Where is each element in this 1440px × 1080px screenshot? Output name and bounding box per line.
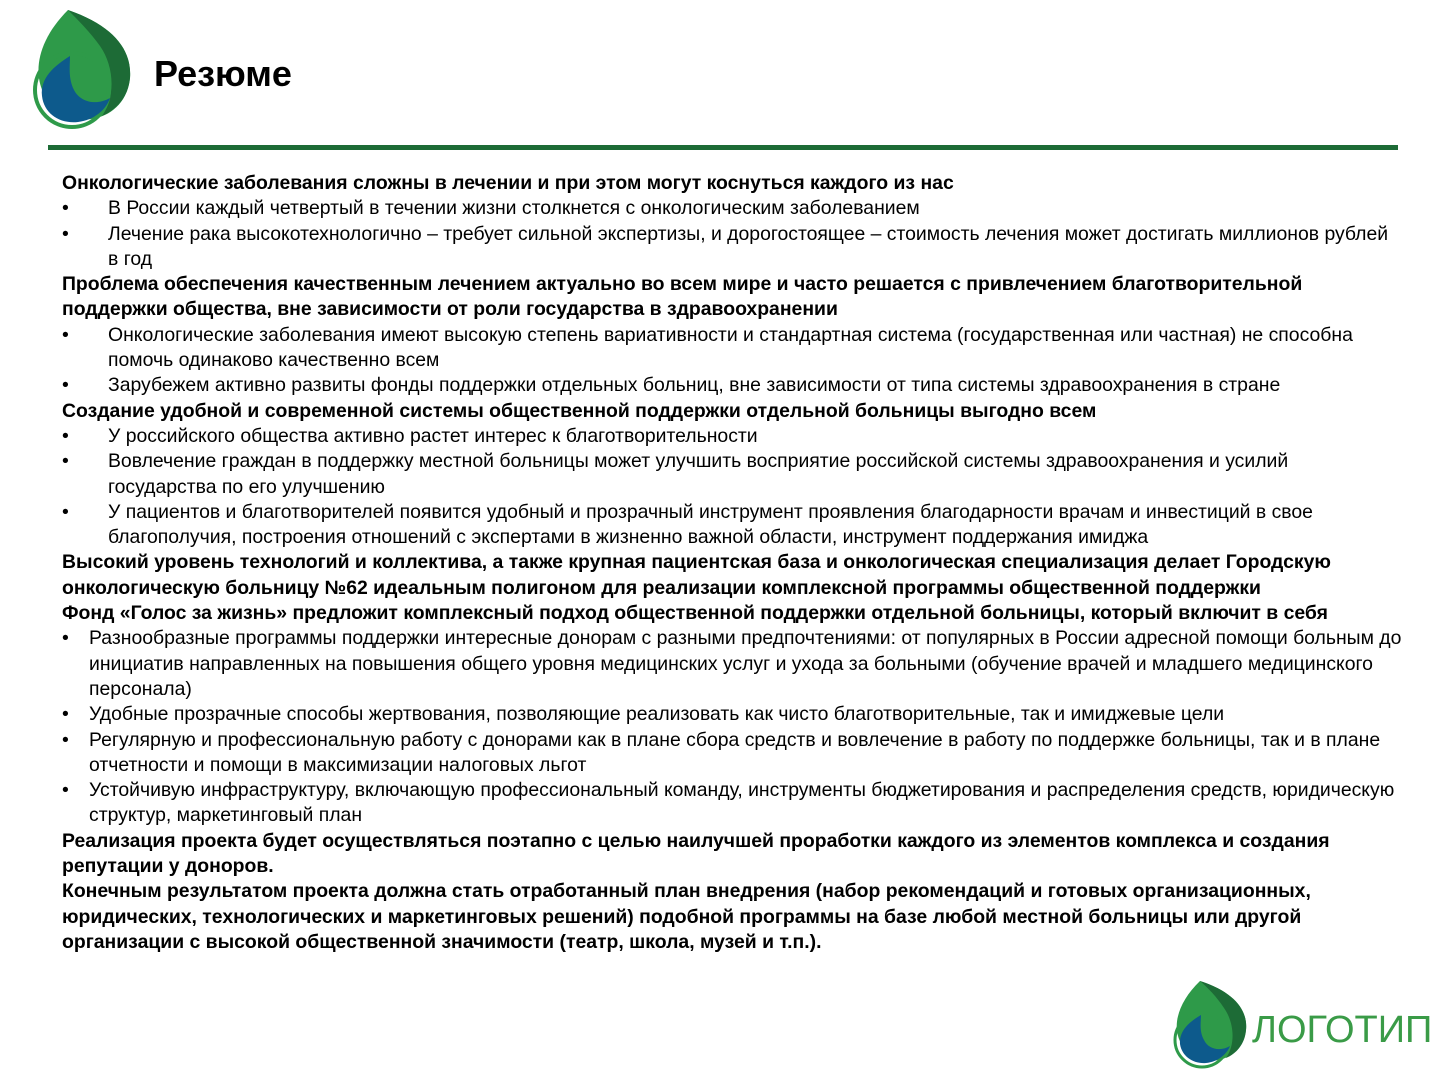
bullet-marker: • bbox=[62, 197, 69, 220]
list-item-text: Устойчивую инфраструктуру, включающую профессиональный команду, инструменты бюджетирования и распределения средств, юридическую структур, маркетинговый план bbox=[89, 779, 1395, 827]
section-heading: Создание удобной и современной системы общественной поддержки отдельной больницы выгодно всем bbox=[62, 399, 1097, 422]
list-item-text: Регулярную и профессиональную работу с донорами как в плане сбора средств и вовлечение в работу по поддержке больницы, так и в плане отчетности и помощи в максимизации налоговых льгот bbox=[89, 728, 1381, 776]
list-item bbox=[62, 323, 1402, 374]
list-item-text: Зарубежем активно развиты фонды поддержки отдельных больниц, вне зависимости от типа системы здравоохранения в стране bbox=[108, 374, 1281, 397]
list-item bbox=[62, 222, 1402, 273]
list-item-text: Удобные прозрачные способы жертвования, позволяющие реализовать как чисто благотворительные, так и имиджевые цели bbox=[89, 703, 1225, 726]
bullet-marker: • bbox=[62, 450, 69, 473]
list-item-text: У пациентов и благотворителей появится удобный и прозрачный инструмент проявления благодарности врачам и инвестиций в свое благополучия, построения отношений с экспертами в жизненно важной области, инструмент поддержания имиджа bbox=[108, 500, 1313, 549]
list-item-text: В России каждый четвертый в течении жизни столкнется с онкологическим заболеванием bbox=[108, 197, 920, 220]
section-heading: Реализация проекта будет осуществляться поэтапно с целью наилучшей проработки каждого из элементов комплекса и создания репутации у доноров. bbox=[62, 829, 1330, 878]
bullet-marker: • bbox=[62, 424, 69, 447]
list-item bbox=[62, 424, 1402, 449]
list-item-text: У российского общества активно растет интерес к благотворительности bbox=[108, 424, 758, 447]
list-item bbox=[62, 626, 1402, 702]
list-item bbox=[62, 728, 1402, 779]
section-heading: Фонд «Голос за жизнь» предложит комплексный подход общественной поддержки отдельной больницы, который включит в себя bbox=[62, 602, 1328, 625]
bullet-marker: • bbox=[62, 703, 69, 726]
list-item bbox=[62, 500, 1402, 551]
list-item bbox=[62, 778, 1402, 829]
list-item bbox=[62, 449, 1402, 500]
footer-logo bbox=[1170, 978, 1433, 1070]
header-divider bbox=[48, 145, 1398, 150]
bullet-marker: • bbox=[62, 627, 69, 650]
summary-content bbox=[62, 171, 1402, 955]
bullet-marker: • bbox=[62, 222, 69, 245]
bullet-list bbox=[62, 424, 1402, 550]
list-item bbox=[62, 702, 1402, 727]
list-item-text: Лечение рака высокотехнологично – требует сильной экспертизы, и дорогостоящее – стоимость лечения может достигать миллионов рублей в год bbox=[108, 222, 1389, 270]
bullet-marker: • bbox=[62, 323, 69, 346]
bullet-list bbox=[62, 323, 1402, 399]
bullet-marker: • bbox=[62, 728, 69, 751]
section-heading: Высокий уровень технологий и коллектива, а также крупная пациентская база и онкологическая специализация делает Городскую онкологическую больницу №62 идеальным полигоном для реализации комплексной программы общественной поддержки bbox=[62, 551, 1331, 599]
list-item bbox=[62, 373, 1402, 398]
bullet-list bbox=[62, 196, 1402, 272]
logo-leaf-icon bbox=[30, 6, 134, 132]
list-item-text: Онкологические заболевания имеют высокую степень вариативности и стандартная система (государственная или частная) не способна помочь одинаково качественно всем bbox=[108, 323, 1353, 372]
bullet-marker: • bbox=[62, 500, 69, 523]
section-heading: Конечным результатом проекта должна стать отработанный план внедрения (набор рекомендаций и готовых организационных, юридических, технологических и маркетинговых решений) подобной программы на базе любой местной больницы или другой организации с высокой общественной значимости (театр, школа, музей и т.п.). bbox=[62, 880, 1311, 953]
logo-leaf-icon bbox=[1170, 978, 1250, 1070]
list-item bbox=[62, 196, 1402, 221]
list-item-text: Вовлечение граждан в поддержку местной больницы может улучшить восприятие российской системы здравоохранения и усилий государства по его улучшению bbox=[108, 450, 1289, 498]
bullet-list bbox=[62, 626, 1402, 828]
logo-text: ЛОГОТИП bbox=[1252, 1009, 1433, 1051]
list-item-text: Разнообразные программы поддержки интересные донорам с разными предпочтениями: от популярных в России адресной помощи больным до инициатив направленных на повышения общего уровня медицинских услуг и ухода за больными (обучение врачей и младшего медицинского персонала) bbox=[89, 627, 1402, 700]
bullet-marker: • bbox=[62, 374, 69, 397]
section-heading: Проблема обеспечения качественным лечением актуально во всем мире и часто решается с привлечением благотворительной поддержки общества, вне зависимости от роли государства в здравоохранении bbox=[62, 273, 1303, 321]
section-heading: Онкологические заболевания сложны в лечении и при этом могут коснуться каждого из нас bbox=[62, 172, 954, 194]
page-title: Резюме bbox=[154, 53, 292, 94]
bullet-marker: • bbox=[62, 779, 69, 802]
